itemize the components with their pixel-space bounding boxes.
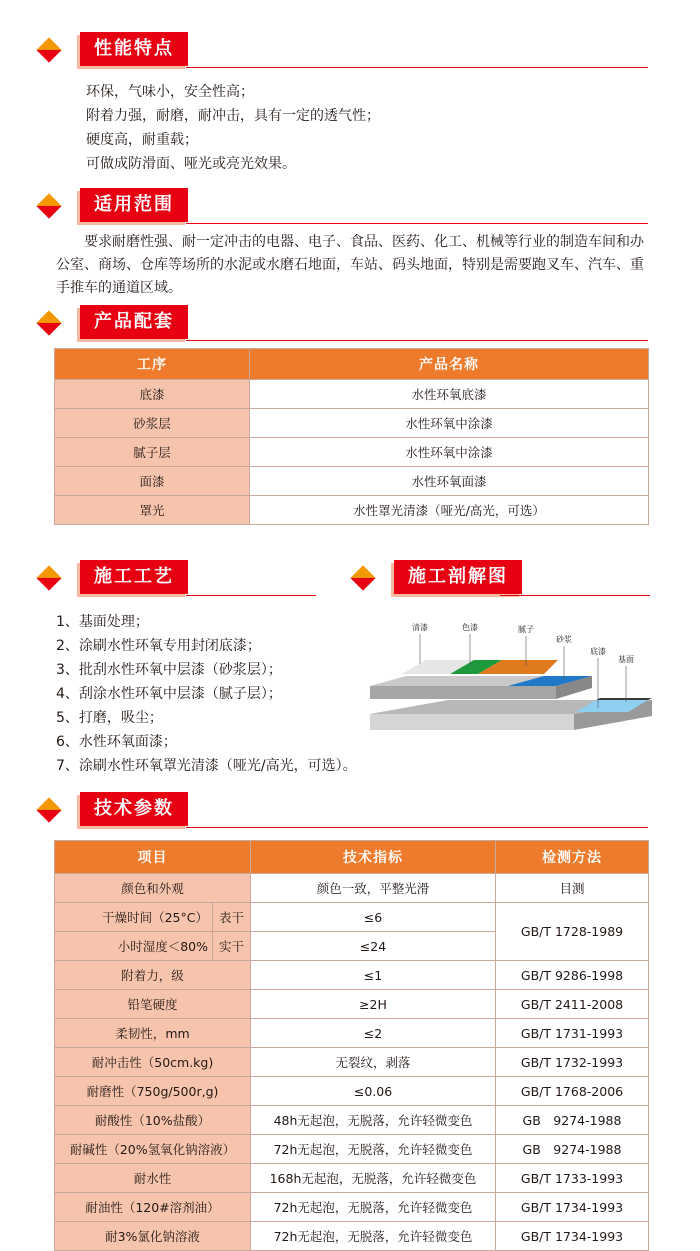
table-row [55, 1048, 649, 1077]
table-header-row [55, 841, 649, 874]
table-cell: ≤1 [251, 961, 496, 990]
table-row [55, 1019, 649, 1048]
table-cell: 耐3%氯化钠溶液 [55, 1222, 251, 1251]
table-row [55, 990, 649, 1019]
column-header: 技术指标 [251, 841, 496, 874]
process-steps [56, 610, 357, 778]
table-cell: GB/T 1768-2006 [496, 1077, 649, 1106]
divider [186, 595, 316, 596]
table-header-row [55, 349, 649, 380]
table-cell: GB 9274-1988 [496, 1135, 649, 1164]
table-cell: 柔韧性，mm [55, 1019, 251, 1048]
divider [186, 340, 648, 341]
layer-label: 砂浆 [556, 635, 572, 644]
diamond-icon [350, 565, 375, 590]
table-cell: 耐油性（120#溶剂油） [55, 1193, 251, 1222]
diamond-icon [36, 797, 61, 822]
features-list [86, 80, 380, 176]
scope-paragraph: 要求耐磨性强、耐一定冲击的电器、电子、食品、医药、化工、机械等行业的制造车间和办公室、商场、仓库等场所的水泥或水磨石地面，车站、码头地面，特别是需要跑叉车、汽车、重手推车的通道区域。 [56, 234, 644, 296]
table-cell: 目测 [496, 874, 649, 903]
table-cell: 168h无起泡，无脱落，允许轻微变色 [251, 1164, 496, 1193]
table-cell: GB/T 9286-1998 [496, 961, 649, 990]
section-title: 性能特点 [80, 32, 188, 66]
table-cell: 罩光 [55, 496, 250, 525]
table-cell: ≤6 [251, 903, 496, 932]
table-cell: GB/T 1733-1993 [496, 1164, 649, 1193]
dark-edge [596, 698, 652, 700]
table-cell: 表干 [213, 903, 251, 932]
section-title: 产品配套 [80, 305, 188, 339]
section-title: 技术参数 [80, 792, 188, 826]
layer-label: 基面 [618, 655, 634, 664]
table-cell: 干燥时间（25°C） [55, 903, 213, 932]
table-row [55, 874, 649, 903]
table-row [55, 380, 649, 409]
section-header-tech [40, 792, 660, 828]
matching-table [54, 348, 649, 525]
table-cell: ≤2 [251, 1019, 496, 1048]
table-row [55, 409, 649, 438]
table-row [55, 903, 649, 932]
table-cell: 铅笔硬度 [55, 990, 251, 1019]
feature-item: 硬度高，耐重载； [86, 132, 198, 148]
table-cell: 腻子层 [55, 438, 250, 467]
divider [186, 827, 648, 828]
tech-table [54, 840, 649, 1251]
diamond-icon [36, 193, 61, 218]
column-header: 工序 [55, 349, 250, 380]
table-row [55, 1193, 649, 1222]
section-title: 施工剖解图 [394, 560, 522, 594]
process-step: 3、批刮水性环氧中层漆（砂浆层）； [56, 662, 282, 678]
diamond-icon [36, 565, 61, 590]
diamond-icon [36, 37, 61, 62]
feature-item: 可做成防滑面、哑光或亮光效果。 [86, 156, 296, 172]
section-header-matching [40, 305, 660, 341]
table-cell: GB/T 1732-1993 [496, 1048, 649, 1077]
base-layer-front [370, 714, 574, 730]
table-row [55, 438, 649, 467]
layer-diagram [366, 612, 656, 732]
process-step: 6、水性环氧面漆； [56, 734, 177, 750]
table-cell: 耐酸性（10%盐酸） [55, 1106, 251, 1135]
table-cell: 水性环氧面漆 [250, 467, 649, 496]
mortar-layer-front [370, 686, 556, 699]
table-row [55, 1164, 649, 1193]
table-cell: GB 9274-1988 [496, 1106, 649, 1135]
table-cell: GB/T 1734-1993 [496, 1193, 649, 1222]
layer-label: 清漆 [412, 623, 428, 632]
table-cell: 72h无起泡，无脱落，允许轻微变色 [251, 1135, 496, 1164]
table-cell: 耐水性 [55, 1164, 251, 1193]
table-row [55, 467, 649, 496]
table-cell: GB/T 1734-1993 [496, 1222, 649, 1251]
table-cell: 72h无起泡，无脱落，允许轻微变色 [251, 1222, 496, 1251]
table-row [55, 1077, 649, 1106]
process-step: 7、涂刷水性环氧罩光清漆（哑光/高光，可选）。 [56, 758, 357, 774]
table-cell: 水性环氧底漆 [250, 380, 649, 409]
table-cell: 耐磨性（750g/500r,g) [55, 1077, 251, 1106]
table-cell: 底漆 [55, 380, 250, 409]
table-cell: ≤0.06 [251, 1077, 496, 1106]
table-cell: 颜色一致，平整光滑 [251, 874, 496, 903]
process-step: 5、打磨，吸尘； [56, 710, 163, 726]
table-cell: ≥2H [251, 990, 496, 1019]
layer-label: 底漆 [590, 647, 606, 656]
divider [186, 67, 648, 68]
table-cell: ≤24 [251, 932, 496, 961]
table-cell: GB/T 1731-1993 [496, 1019, 649, 1048]
table-cell: 72h无起泡，无脱落，允许轻微变色 [251, 1193, 496, 1222]
section-title: 适用范围 [80, 188, 188, 222]
section-header-features [40, 32, 660, 68]
process-step: 2、涂刷水性环氧专用封闭底漆； [56, 638, 261, 654]
table-cell: 实干 [213, 932, 251, 961]
table-cell: 砂浆层 [55, 409, 250, 438]
table-cell: 耐碱性（20%氢氧化钠溶液） [55, 1135, 251, 1164]
table-cell: 小时湿度＜80% [55, 932, 213, 961]
table-cell: 水性罩光清漆（哑光/高光，可选） [250, 496, 649, 525]
process-step: 1、基面处理； [56, 614, 149, 630]
section-header-diagram [354, 560, 654, 596]
table-cell: GB/T 1728-1989 [496, 903, 649, 961]
feature-item: 附着力强，耐磨，耐冲击，具有一定的透气性； [86, 108, 380, 124]
section-header-scope [40, 188, 660, 224]
table-cell: GB/T 2411-2008 [496, 990, 649, 1019]
table-cell: 水性环氧中涂漆 [250, 409, 649, 438]
table-cell: 无裂纹，剥落 [251, 1048, 496, 1077]
section-header-process [40, 560, 340, 596]
column-header: 产品名称 [250, 349, 649, 380]
table-cell: 颜色和外观 [55, 874, 251, 903]
layer-label: 色漆 [462, 623, 478, 632]
table-row [55, 1135, 649, 1164]
table-row [55, 496, 649, 525]
feature-item: 环保，气味小，安全性高； [86, 84, 254, 100]
diamond-icon [36, 310, 61, 335]
column-header: 项目 [55, 841, 251, 874]
table-row [55, 961, 649, 990]
divider [500, 595, 650, 596]
table-cell: 耐冲击性（50cm.kg) [55, 1048, 251, 1077]
column-header: 检测方法 [496, 841, 649, 874]
table-cell: 水性环氧中涂漆 [250, 438, 649, 467]
table-row [55, 1106, 649, 1135]
divider [186, 223, 648, 224]
table-cell: 48h无起泡，无脱落，允许轻微变色 [251, 1106, 496, 1135]
table-row [55, 1222, 649, 1251]
layer-label: 腻子 [518, 625, 534, 634]
table-cell: 附着力，级 [55, 961, 251, 990]
process-step: 4、刮涂水性环氧中层漆（腻子层）； [56, 686, 282, 702]
table-cell: 面漆 [55, 467, 250, 496]
section-title: 施工工艺 [80, 560, 188, 594]
